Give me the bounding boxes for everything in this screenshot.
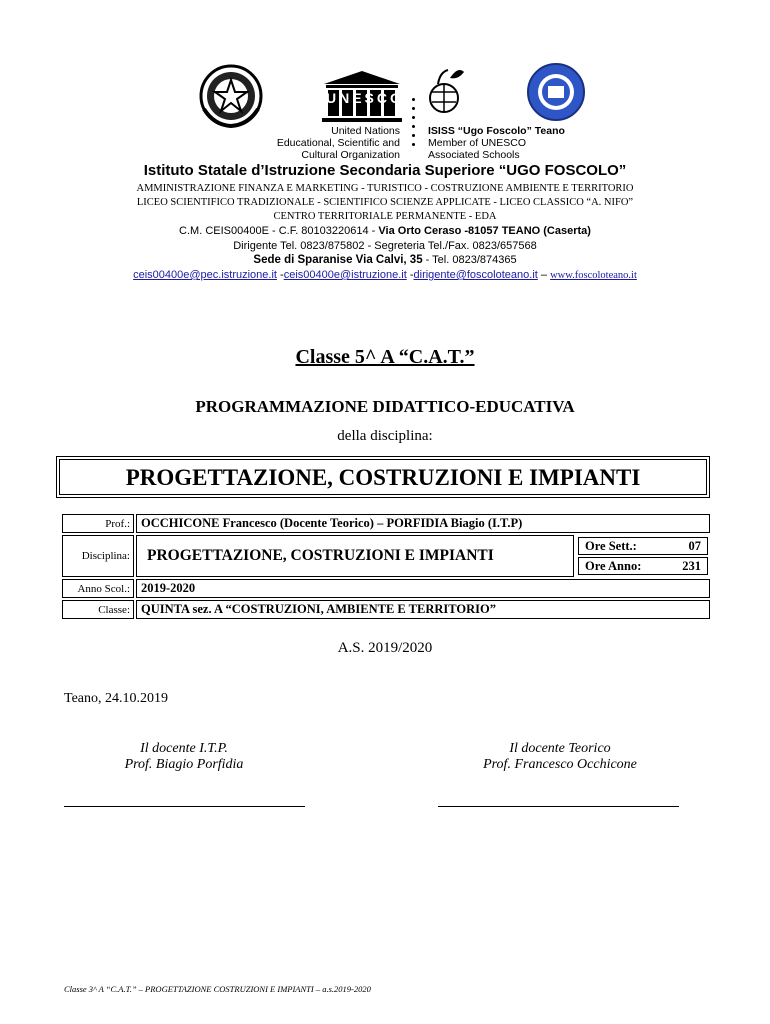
signature-left-role: Il docente I.T.P. bbox=[140, 741, 228, 756]
ore-sett-label: Ore Sett.: bbox=[585, 538, 637, 553]
institute-codes bbox=[0, 225, 770, 237]
anno-label: Anno Scol.: bbox=[62, 579, 134, 598]
anno-scolastico: A.S. 2019/2020 bbox=[337, 640, 433, 656]
signature-right-name: Prof. Francesco Occhicone bbox=[483, 757, 637, 772]
class-title: Classe 5^ A “C.A.T.” bbox=[295, 346, 475, 368]
school-caption bbox=[428, 125, 628, 161]
institute-sede bbox=[0, 254, 770, 266]
disciplina-value: PROGETTAZIONE, COSTRUZIONI E IMPIANTI bbox=[136, 535, 574, 577]
signature-left bbox=[64, 741, 304, 773]
school-caption-line2: Member of UNESCO bbox=[428, 137, 527, 149]
ore-anno-label: Ore Anno: bbox=[585, 558, 642, 573]
email-dirigente-link[interactable]: dirigente@foscoloteano.it bbox=[413, 269, 538, 281]
page-footer: Classe 3^ A “C.A.T.” – PROGETTAZIONE COSTRUZIONI E IMPIANTI – a.s.2019-2020 bbox=[64, 984, 371, 994]
programmazione-heading: PROGRAMMAZIONE DIDATTICO-EDUCATIVA bbox=[195, 397, 575, 416]
unesco-caption-line2: Educational, Scientific and bbox=[276, 137, 400, 149]
unesco-caption-line1: United Nations bbox=[331, 125, 400, 137]
logo-separator-dots bbox=[412, 92, 415, 152]
ore-cell bbox=[576, 535, 710, 577]
separator: - bbox=[406, 269, 414, 281]
della-disciplina: della disciplina: bbox=[337, 428, 433, 444]
email-link[interactable]: ceis00400e@istruzione.it bbox=[283, 269, 407, 281]
prof-label: Prof.: bbox=[62, 514, 134, 533]
italian-republic-emblem bbox=[198, 63, 264, 129]
email-pec-link[interactable]: ceis00400e@pec.istruzione.it bbox=[133, 269, 277, 281]
subject-banner-text: PROGETTAZIONE, COSTRUZIONI E IMPIANTI bbox=[59, 459, 707, 495]
prof-value: OCCHICONE Francesco (Docente Teorico) – PORFIDIA Biagio (I.T.P) bbox=[136, 514, 710, 533]
sede-tel: - Tel. 0823/874365 bbox=[422, 254, 517, 266]
website-link[interactable]: www.foscoloteano.it bbox=[550, 270, 637, 281]
ore-sett bbox=[578, 537, 708, 555]
institute-line-3: CENTRO TERRITORIALE PERMANENTE - EDA bbox=[273, 211, 497, 222]
separator: - bbox=[276, 269, 284, 281]
separator: – bbox=[537, 269, 551, 281]
institute-phones: Dirigente Tel. 0823/875802 - Segreteria Tel./Fax. 0823/657568 bbox=[233, 240, 537, 252]
info-table bbox=[60, 512, 712, 621]
unesco-schools-logo bbox=[428, 62, 466, 122]
signature-line-right bbox=[438, 806, 679, 807]
institute-contacts bbox=[0, 269, 770, 281]
school-caption-line1: ISISS “Ugo Foscolo” Teano bbox=[428, 125, 565, 137]
ore-sett-value: 07 bbox=[688, 538, 701, 553]
institute-name: Istituto Statale d’Istruzione Secondaria Superiore “UGO FOSCOLO” bbox=[143, 162, 627, 179]
unesco-caption-line3: Cultural Organization bbox=[301, 149, 400, 161]
school-seal bbox=[526, 62, 586, 122]
place-date: Teano, 24.10.2019 bbox=[64, 691, 169, 706]
subject-banner bbox=[56, 456, 710, 498]
unesco-wordmark: UNESCO bbox=[326, 90, 404, 106]
signature-left-name: Prof. Biagio Porfidia bbox=[124, 757, 244, 772]
disciplina-label: Disciplina: bbox=[62, 535, 134, 577]
signature-line-left bbox=[64, 806, 305, 807]
institute-line-2: LICEO SCIENTIFICO TRADIZIONALE - SCIENTIFICO SCIENZE APPLICATE - LICEO CLASSICO “A. NIFO” bbox=[136, 197, 634, 208]
signature-right-role: Il docente Teorico bbox=[509, 741, 611, 756]
codes-text: C.M. CEIS00400E - C.F. 80103220614 - bbox=[179, 225, 379, 237]
ore-anno bbox=[578, 557, 708, 575]
institute-line-1: AMMINISTRAZIONE FINANZA E MARKETING - TURISTICO - COSTRUZIONE AMBIENTE E TERRITORIO bbox=[136, 183, 634, 194]
school-caption-line3: Associated Schools bbox=[428, 149, 520, 161]
anno-value: 2019-2020 bbox=[136, 579, 710, 598]
codes-address: Via Orto Ceraso -81057 TEANO (Caserta) bbox=[378, 225, 591, 237]
classe-value: QUINTA sez. A “COSTRUZIONI, AMBIENTE E TERRITORIO” bbox=[136, 600, 710, 619]
unesco-caption bbox=[250, 125, 400, 161]
ore-anno-value: 231 bbox=[682, 558, 701, 573]
sede-address: Sede di Sparanise Via Calvi, 35 bbox=[253, 254, 423, 266]
classe-label: Classe: bbox=[62, 600, 134, 619]
signature-right bbox=[440, 741, 680, 773]
